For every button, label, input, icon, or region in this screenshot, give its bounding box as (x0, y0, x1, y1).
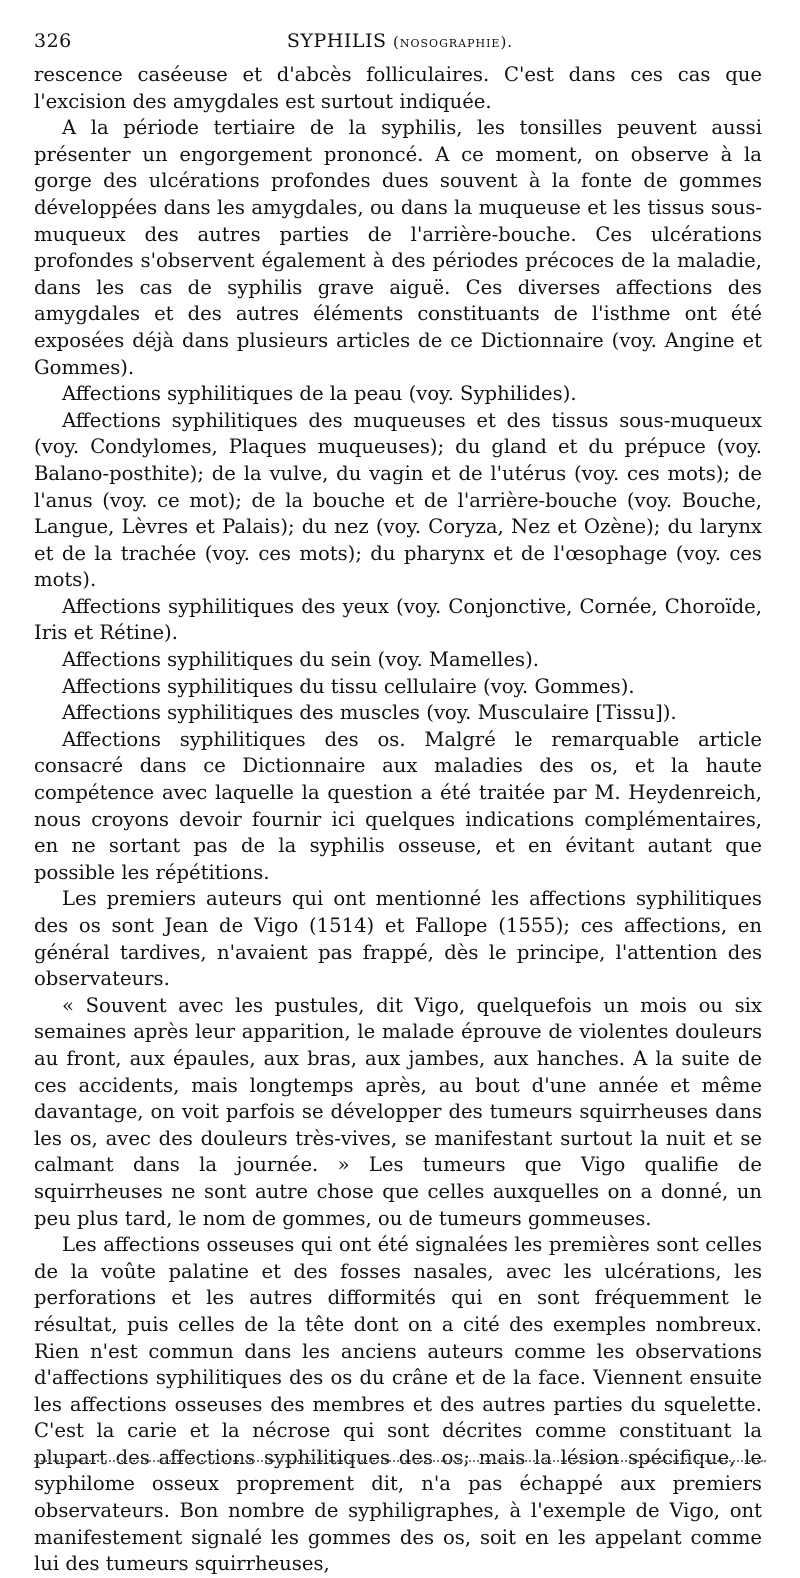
paragraph-breast: Affections syphilitiques du sein (voy. Mamelles). (62, 648, 539, 672)
paragraph-continuation: rescence caséeuse et d'abcès folliculaires. C'est dans ces cas que l'excision des amygdales est surtout indiquée. (34, 63, 762, 113)
paragraph-cellular-tissue: Affections syphilitiques du tissu cellulaire (voy. Gommes). (62, 674, 635, 698)
running-header (34, 30, 766, 56)
paragraph-bone-affections: Les affections osseuses qui ont été signalées les premières sont celles de la voûte palatine et des fosses nasales, avec les ulcérations, les perforations et les autres difformités qui en sont fréquemment le résultat, puis celles de la tête dont on a cité des exemples nombreux. Rien n'est commun dans les anciens auteurs comme les observations d'affections syphilitiques des os du crâne et de la face. Viennent ensuite les affections osseuses des membres et des autres parties du squelette. C'est la carie et la nécrose qui sont décrites comme constituant la plupart des affections syphilitiques des os; mais la lésion spécifique, le syphilome osseux proprement dit, n'a pas échappé aux premiers observateurs. Bon nombre de syphiligraphes, à l'exemple de Vigo, ont manifestement signalé les gommes des os, soit en les appelant comme lui des tumeurs squirrheuses, (34, 1233, 762, 1576)
paragraph-tertiary-period: A la période tertiaire de la syphilis, les tonsilles peuvent aussi présenter un engorgement prononcé. A ce moment, on observe à la gorge des ulcérations profondes dues souvent à la fonte de gommes développées dans les amygdales, ou dans la muqueuse et les tissus sous-muqueux des autres parties de l'arrière-bouche. Ces ulcérations profondes s'observent également à des périodes précoces de la maladie, dans les cas de syphilis grave aiguë. Ces diverses affections des amygdales et des autres éléments constituants de l'isthme ont été exposées déjà dans plusieurs articles de ce Dictionnaire (voy. Angine et Gommes). (34, 116, 762, 379)
footer-rule (34, 1460, 766, 1462)
paragraph-mucous: Affections syphilitiques des muqueuses et des tissus sous-muqueux (voy. Condylomes, Plaques muqueuses); du gland et du prépuce (voy. Balano-posthite); de la vulve, du vagin et de l'utérus (voy. ces mots); de l'anus (voy. ce mot); de la bouche et de l'arrière-bouche (voy. Bouche, Langue, Lèvres et Palais); du nez (voy. Coryza, Nez et Ozène); du larynx et de la trachée (voy. ces mots); du pharynx et de l'œsophage (voy. ces mots). (34, 408, 762, 592)
paragraph-vigo-quote: « Souvent avec les pustules, dit Vigo, quelquefois un mois ou six semaines après leur apparition, le malade éprouve de violentes douleurs au front, aux épaules, aux bras, aux jambes, aux hanches. A la suite de ces accidents, mais longtemps après, au bout d'une année et même davantage, on voit parfois se développer des tumeurs squirrheuses dans les os, avec des douleurs très-vives, se manifestant surtout la nuit et se calmant dans la journée. » Les tumeurs que Vigo qualifie de squirrheuses ne sont autre chose que celles auxquelles on a donné, un peu plus tard, le nom de gommes, ou de tumeurs gommeuses. (34, 993, 762, 1230)
running-title-main: SYPHILIS (286, 30, 387, 52)
paragraph-eyes: Affections syphilitiques des yeux (voy. Conjonctive, Cornée, Choroïde, Iris et Rétine). (34, 594, 762, 645)
paragraph-bones: Affections syphilitiques des os. Malgré le remarquable article consacré dans ce Dictionnaire aux maladies des os, et la haute compétence avec laquelle la question a été traitée par M. Heydenreich, nous croyons devoir fournir ici quelques indications complémentaires, en ne sortant pas de la syphilis osseuse, et en évitant autant que possible les répétitions. (34, 727, 762, 884)
body-text (34, 62, 762, 1578)
paragraph-muscles: Affections syphilitiques des muscles (voy. Musculaire [Tissu]). (62, 701, 677, 725)
page-number: 326 (34, 30, 72, 52)
paragraph-skin: Affections syphilitiques de la peau (voy. Syphilides). (62, 382, 577, 406)
running-title-subtitle: (nosographie). (393, 33, 514, 51)
running-title (34, 30, 766, 52)
paragraph-first-authors: Les premiers auteurs qui ont mentionné les affections syphilitiques des os sont Jean de Vigo (1514) et Fallope (1555); ces affections, en général tardives, n'avaient pas frappé, dès le principe, l'attention des observateurs. (34, 887, 762, 991)
